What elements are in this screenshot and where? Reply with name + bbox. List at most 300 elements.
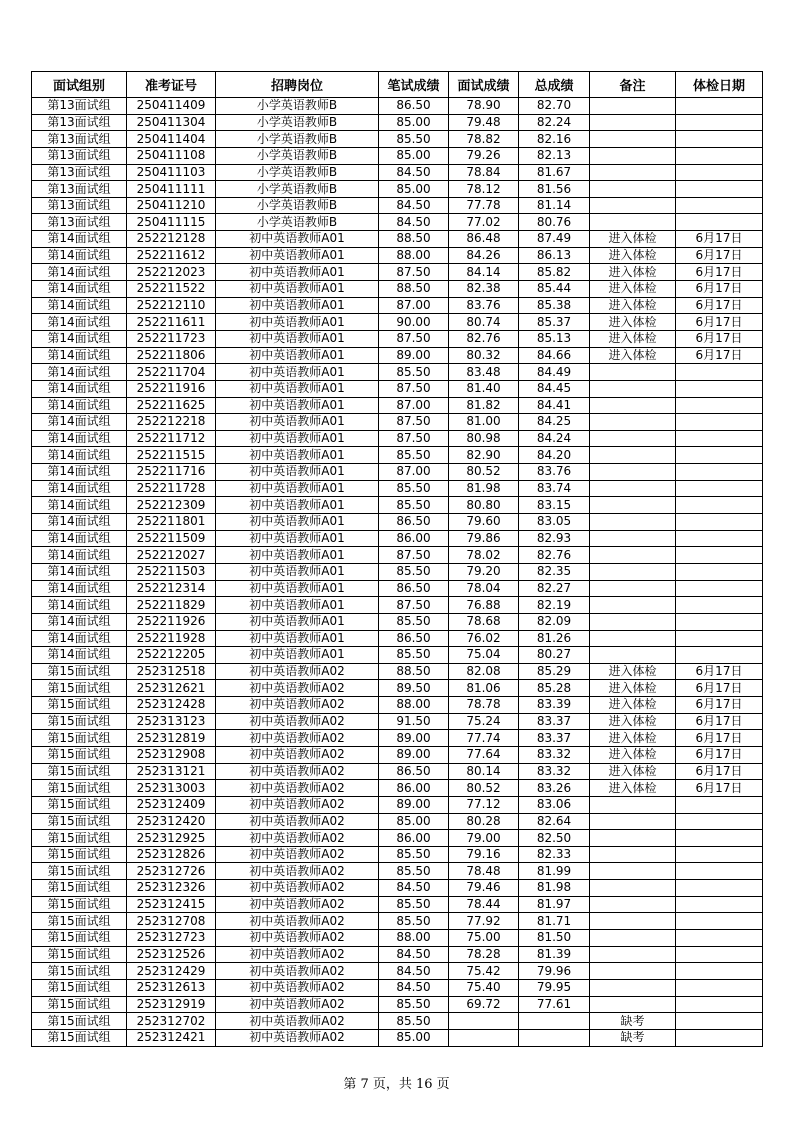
table-row (32, 397, 763, 414)
table-row (32, 314, 763, 331)
exam-date-cell (676, 497, 763, 514)
written-score-cell: 86.50 (379, 580, 449, 597)
total-score-cell: 81.71 (519, 913, 590, 930)
exam-date-cell: 6月17日 (676, 746, 763, 763)
remark-cell (590, 880, 676, 897)
ticket-number-cell: 252312415 (127, 896, 216, 913)
table-row (32, 697, 763, 714)
ticket-number-cell: 252212023 (127, 264, 216, 281)
group-cell: 第14面试组 (32, 247, 127, 264)
total-score-cell: 85.38 (519, 297, 590, 314)
header-row (32, 72, 763, 98)
remark-cell: 进入体检 (590, 780, 676, 797)
interview-score-cell: 78.04 (449, 580, 519, 597)
exam-date-cell (676, 913, 763, 930)
remark-cell (590, 597, 676, 614)
group-cell: 第14面试组 (32, 330, 127, 347)
remark-cell (590, 147, 676, 164)
table-row (32, 713, 763, 730)
interview-score-cell: 79.20 (449, 563, 519, 580)
table-row (32, 430, 763, 447)
group-cell: 第14面试组 (32, 613, 127, 630)
position-cell: 初中英语教师A01 (216, 314, 379, 331)
group-cell: 第14面试组 (32, 630, 127, 647)
total-score-cell: 82.64 (519, 813, 590, 830)
position-cell: 初中英语教师A01 (216, 447, 379, 464)
position-cell: 初中英语教师A01 (216, 414, 379, 431)
total-score-cell: 83.37 (519, 730, 590, 747)
remark-cell: 进入体检 (590, 281, 676, 298)
position-cell: 初中英语教师A02 (216, 896, 379, 913)
ticket-number-cell: 252212314 (127, 580, 216, 597)
interview-score-cell: 76.88 (449, 597, 519, 614)
header-exam-date: 体检日期 (676, 72, 763, 98)
group-cell: 第14面试组 (32, 597, 127, 614)
ticket-number-cell: 252312726 (127, 863, 216, 880)
ticket-number-cell: 252312919 (127, 996, 216, 1013)
remark-cell (590, 131, 676, 148)
table-row (32, 846, 763, 863)
group-cell: 第14面试组 (32, 231, 127, 248)
ticket-number-cell: 252211728 (127, 480, 216, 497)
exam-date-cell (676, 1029, 763, 1046)
written-score-cell: 90.00 (379, 314, 449, 331)
remark-cell (590, 164, 676, 181)
table-row (32, 580, 763, 597)
total-score-cell: 86.13 (519, 247, 590, 264)
group-cell: 第15面试组 (32, 846, 127, 863)
ticket-number-cell: 250411115 (127, 214, 216, 231)
written-score-cell: 86.50 (379, 763, 449, 780)
group-cell: 第13面试组 (32, 214, 127, 231)
ticket-number-cell: 252211712 (127, 430, 216, 447)
group-cell: 第15面试组 (32, 880, 127, 897)
table-row (32, 264, 763, 281)
written-score-cell: 85.00 (379, 114, 449, 131)
interview-score-cell: 77.02 (449, 214, 519, 231)
interview-score-cell: 86.48 (449, 231, 519, 248)
exam-date-cell: 6月17日 (676, 281, 763, 298)
ticket-number-cell: 252211625 (127, 397, 216, 414)
written-score-cell: 85.50 (379, 131, 449, 148)
total-score-cell: 79.95 (519, 979, 590, 996)
ticket-number-cell: 252312826 (127, 846, 216, 863)
remark-cell: 进入体检 (590, 763, 676, 780)
position-cell: 初中英语教师A02 (216, 979, 379, 996)
ticket-number-cell: 250411304 (127, 114, 216, 131)
written-score-cell: 85.00 (379, 181, 449, 198)
ticket-number-cell: 252312409 (127, 796, 216, 813)
ticket-number-cell: 252312421 (127, 1029, 216, 1046)
table-row (32, 330, 763, 347)
position-cell: 初中英语教师A02 (216, 930, 379, 947)
remark-cell: 进入体检 (590, 297, 676, 314)
total-score-cell: 81.14 (519, 197, 590, 214)
written-score-cell: 86.00 (379, 780, 449, 797)
ticket-number-cell: 252313123 (127, 713, 216, 730)
written-score-cell: 85.50 (379, 480, 449, 497)
interview-score-cell: 76.02 (449, 630, 519, 647)
table-row (32, 131, 763, 148)
remark-cell: 缺考 (590, 1029, 676, 1046)
total-score-cell: 81.98 (519, 880, 590, 897)
remark-cell (590, 181, 676, 198)
table-row (32, 231, 763, 248)
remark-cell (590, 630, 676, 647)
table-row (32, 464, 763, 481)
written-score-cell: 88.50 (379, 281, 449, 298)
exam-date-cell: 6月17日 (676, 780, 763, 797)
written-score-cell: 87.50 (379, 330, 449, 347)
table-row (32, 597, 763, 614)
table-row (32, 1029, 763, 1046)
interview-score-cell: 75.40 (449, 979, 519, 996)
table-row (32, 930, 763, 947)
total-score-cell: 84.45 (519, 380, 590, 397)
group-cell: 第13面试组 (32, 164, 127, 181)
table-row (32, 114, 763, 131)
total-score-cell: 84.49 (519, 364, 590, 381)
table-row (32, 364, 763, 381)
written-score-cell: 86.50 (379, 514, 449, 531)
interview-score-cell: 77.92 (449, 913, 519, 930)
total-score-cell: 82.93 (519, 530, 590, 547)
exam-date-cell: 6月17日 (676, 347, 763, 364)
position-cell: 初中英语教师A01 (216, 231, 379, 248)
written-score-cell: 84.50 (379, 946, 449, 963)
written-score-cell: 85.50 (379, 613, 449, 630)
exam-date-cell (676, 114, 763, 131)
written-score-cell: 89.00 (379, 730, 449, 747)
written-score-cell: 88.00 (379, 247, 449, 264)
total-score-cell: 82.27 (519, 580, 590, 597)
group-cell: 第15面试组 (32, 730, 127, 747)
total-score-cell: 82.33 (519, 846, 590, 863)
position-cell: 初中英语教师A02 (216, 996, 379, 1013)
exam-date-cell (676, 364, 763, 381)
table-row (32, 830, 763, 847)
position-cell: 初中英语教师A01 (216, 613, 379, 630)
interview-score-cell: 77.74 (449, 730, 519, 747)
exam-date-cell: 6月17日 (676, 330, 763, 347)
ticket-number-cell: 252211801 (127, 514, 216, 531)
header-total-score: 总成绩 (519, 72, 590, 98)
table-row (32, 913, 763, 930)
written-score-cell: 89.00 (379, 746, 449, 763)
total-score-cell: 81.99 (519, 863, 590, 880)
table-row (32, 680, 763, 697)
table-row (32, 880, 763, 897)
position-cell: 初中英语教师A01 (216, 480, 379, 497)
group-cell: 第15面试组 (32, 713, 127, 730)
interview-score-cell: 84.26 (449, 247, 519, 264)
total-score-cell: 83.76 (519, 464, 590, 481)
position-cell: 初中英语教师A01 (216, 247, 379, 264)
ticket-number-cell: 252312526 (127, 946, 216, 963)
remark-cell: 进入体检 (590, 330, 676, 347)
position-cell: 初中英语教师A01 (216, 580, 379, 597)
total-score-cell: 82.09 (519, 613, 590, 630)
table-row (32, 896, 763, 913)
written-score-cell: 85.50 (379, 896, 449, 913)
position-cell: 初中英语教师A01 (216, 430, 379, 447)
exam-date-cell (676, 464, 763, 481)
interview-score-cell: 80.52 (449, 464, 519, 481)
interview-score-cell: 82.08 (449, 663, 519, 680)
group-cell: 第15面试组 (32, 996, 127, 1013)
position-cell: 小学英语教师B (216, 214, 379, 231)
interview-score-cell: 83.48 (449, 364, 519, 381)
group-cell: 第15面试组 (32, 979, 127, 996)
interview-score-cell: 79.26 (449, 147, 519, 164)
header-group: 面试组别 (32, 72, 127, 98)
ticket-number-cell: 252312908 (127, 746, 216, 763)
interview-score-cell: 77.64 (449, 746, 519, 763)
table-row (32, 530, 763, 547)
interview-score-cell: 75.04 (449, 647, 519, 664)
written-score-cell: 85.50 (379, 647, 449, 664)
exam-date-cell: 6月17日 (676, 713, 763, 730)
table-row (32, 98, 763, 115)
table-row (32, 547, 763, 564)
ticket-number-cell: 252312420 (127, 813, 216, 830)
exam-date-cell (676, 197, 763, 214)
written-score-cell: 86.00 (379, 530, 449, 547)
interview-score-cell: 81.82 (449, 397, 519, 414)
table-row (32, 996, 763, 1013)
exam-date-cell: 6月17日 (676, 264, 763, 281)
remark-cell (590, 114, 676, 131)
ticket-number-cell: 250411111 (127, 181, 216, 198)
remark-cell (590, 547, 676, 564)
total-score-cell: 85.13 (519, 330, 590, 347)
interview-score-cell: 78.44 (449, 896, 519, 913)
ticket-number-cell: 252312428 (127, 697, 216, 714)
ticket-number-cell: 252312613 (127, 979, 216, 996)
position-cell: 初中英语教师A02 (216, 663, 379, 680)
remark-cell (590, 813, 676, 830)
total-score-cell: 82.76 (519, 547, 590, 564)
group-cell: 第14面试组 (32, 514, 127, 531)
ticket-number-cell: 252212205 (127, 647, 216, 664)
table-row (32, 613, 763, 630)
interview-score-cell: 78.78 (449, 697, 519, 714)
position-cell: 初中英语教师A01 (216, 380, 379, 397)
group-cell: 第13面试组 (32, 98, 127, 115)
written-score-cell: 85.50 (379, 364, 449, 381)
total-score-cell: 84.24 (519, 430, 590, 447)
remark-cell: 进入体检 (590, 264, 676, 281)
interview-score-cell: 78.48 (449, 863, 519, 880)
position-cell: 小学英语教师B (216, 197, 379, 214)
ticket-number-cell: 252211926 (127, 613, 216, 630)
group-cell: 第15面试组 (32, 1013, 127, 1030)
written-score-cell: 85.50 (379, 447, 449, 464)
position-cell: 小学英语教师B (216, 114, 379, 131)
score-table (31, 71, 763, 1047)
remark-cell (590, 930, 676, 947)
group-cell: 第14面试组 (32, 480, 127, 497)
group-cell: 第14面试组 (32, 497, 127, 514)
position-cell: 初中英语教师A02 (216, 846, 379, 863)
table-row (32, 946, 763, 963)
interview-score-cell: 69.72 (449, 996, 519, 1013)
remark-cell (590, 480, 676, 497)
written-score-cell: 87.50 (379, 547, 449, 564)
group-cell: 第14面试组 (32, 397, 127, 414)
table-row (32, 796, 763, 813)
interview-score-cell: 78.02 (449, 547, 519, 564)
total-score-cell: 84.66 (519, 347, 590, 364)
remark-cell: 进入体检 (590, 347, 676, 364)
ticket-number-cell: 252211928 (127, 630, 216, 647)
interview-score-cell: 77.78 (449, 197, 519, 214)
interview-score-cell: 83.76 (449, 297, 519, 314)
group-cell: 第14面试组 (32, 414, 127, 431)
interview-score-cell: 81.00 (449, 414, 519, 431)
exam-date-cell (676, 380, 763, 397)
exam-date-cell (676, 514, 763, 531)
interview-score-cell: 80.98 (449, 430, 519, 447)
interview-score-cell: 80.80 (449, 497, 519, 514)
written-score-cell: 85.00 (379, 147, 449, 164)
total-score-cell: 82.19 (519, 597, 590, 614)
written-score-cell: 85.50 (379, 563, 449, 580)
group-cell: 第14面试组 (32, 281, 127, 298)
table-row (32, 380, 763, 397)
exam-date-cell: 6月17日 (676, 247, 763, 264)
table-row (32, 281, 763, 298)
group-cell: 第13面试组 (32, 197, 127, 214)
total-score-cell: 80.27 (519, 647, 590, 664)
table-row (32, 663, 763, 680)
remark-cell (590, 896, 676, 913)
ticket-number-cell: 252212110 (127, 297, 216, 314)
written-score-cell: 88.50 (379, 663, 449, 680)
table-row (32, 497, 763, 514)
remark-cell (590, 447, 676, 464)
exam-date-cell (676, 98, 763, 115)
total-score-cell: 82.13 (519, 147, 590, 164)
remark-cell (590, 563, 676, 580)
position-cell: 小学英语教师B (216, 147, 379, 164)
position-cell: 初中英语教师A01 (216, 347, 379, 364)
total-score-cell: 79.96 (519, 963, 590, 980)
position-cell: 初中英语教师A01 (216, 330, 379, 347)
ticket-number-cell: 252211829 (127, 597, 216, 614)
written-score-cell: 86.50 (379, 630, 449, 647)
table-row (32, 164, 763, 181)
exam-date-cell: 6月17日 (676, 763, 763, 780)
remark-cell (590, 796, 676, 813)
interview-score-cell: 82.76 (449, 330, 519, 347)
remark-cell (590, 863, 676, 880)
written-score-cell: 87.50 (379, 597, 449, 614)
interview-score-cell: 75.00 (449, 930, 519, 947)
position-cell: 初中英语教师A01 (216, 397, 379, 414)
group-cell: 第14面试组 (32, 380, 127, 397)
group-cell: 第14面试组 (32, 563, 127, 580)
remark-cell (590, 497, 676, 514)
total-score-cell: 83.15 (519, 497, 590, 514)
ticket-number-cell: 252312819 (127, 730, 216, 747)
table-row (32, 863, 763, 880)
total-score-cell: 83.37 (519, 713, 590, 730)
position-cell: 小学英语教师B (216, 164, 379, 181)
ticket-number-cell: 252212027 (127, 547, 216, 564)
group-cell: 第15面试组 (32, 913, 127, 930)
interview-score-cell: 82.90 (449, 447, 519, 464)
table-row (32, 514, 763, 531)
interview-score-cell: 81.98 (449, 480, 519, 497)
group-cell: 第15面试组 (32, 763, 127, 780)
table-row (32, 763, 763, 780)
table-row (32, 447, 763, 464)
group-cell: 第14面试组 (32, 464, 127, 481)
interview-score-cell: 80.74 (449, 314, 519, 331)
interview-score-cell: 78.28 (449, 946, 519, 963)
remark-cell (590, 380, 676, 397)
group-cell: 第14面试组 (32, 430, 127, 447)
remark-cell: 进入体检 (590, 680, 676, 697)
interview-score-cell: 80.32 (449, 347, 519, 364)
ticket-number-cell: 250411108 (127, 147, 216, 164)
position-cell: 小学英语教师B (216, 181, 379, 198)
remark-cell (590, 647, 676, 664)
total-score-cell: 80.76 (519, 214, 590, 231)
exam-date-cell (676, 563, 763, 580)
position-cell: 初中英语教师A01 (216, 281, 379, 298)
written-score-cell: 85.50 (379, 913, 449, 930)
page-footer: 第 7 页，共 16 页 (343, 1077, 450, 1092)
position-cell: 初中英语教师A02 (216, 680, 379, 697)
total-score-cell: 85.82 (519, 264, 590, 281)
total-score-cell: 82.35 (519, 563, 590, 580)
total-score-cell: 83.32 (519, 763, 590, 780)
written-score-cell: 87.50 (379, 264, 449, 281)
written-score-cell: 85.50 (379, 497, 449, 514)
remark-cell (590, 197, 676, 214)
total-score-cell: 82.70 (519, 98, 590, 115)
total-score-cell: 85.37 (519, 314, 590, 331)
ticket-number-cell: 252312925 (127, 830, 216, 847)
position-cell: 初中英语教师A02 (216, 746, 379, 763)
total-score-cell: 81.67 (519, 164, 590, 181)
remark-cell (590, 514, 676, 531)
interview-score-cell: 75.24 (449, 713, 519, 730)
total-score-cell: 84.20 (519, 447, 590, 464)
interview-score-cell: 84.14 (449, 264, 519, 281)
exam-date-cell (676, 613, 763, 630)
table-row (32, 214, 763, 231)
position-cell: 初中英语教师A01 (216, 264, 379, 281)
remark-cell (590, 946, 676, 963)
position-cell: 初中英语教师A02 (216, 1029, 379, 1046)
ticket-number-cell: 252211806 (127, 347, 216, 364)
interview-score-cell (449, 1029, 519, 1046)
interview-score-cell (449, 1013, 519, 1030)
total-score-cell: 83.74 (519, 480, 590, 497)
total-score-cell: 82.24 (519, 114, 590, 131)
exam-date-cell (676, 480, 763, 497)
total-score-cell: 82.16 (519, 131, 590, 148)
position-cell: 小学英语教师B (216, 98, 379, 115)
ticket-number-cell: 252211611 (127, 314, 216, 331)
position-cell: 初中英语教师A01 (216, 530, 379, 547)
exam-date-cell (676, 830, 763, 847)
table-body (32, 98, 763, 1047)
ticket-number-cell: 252211612 (127, 247, 216, 264)
